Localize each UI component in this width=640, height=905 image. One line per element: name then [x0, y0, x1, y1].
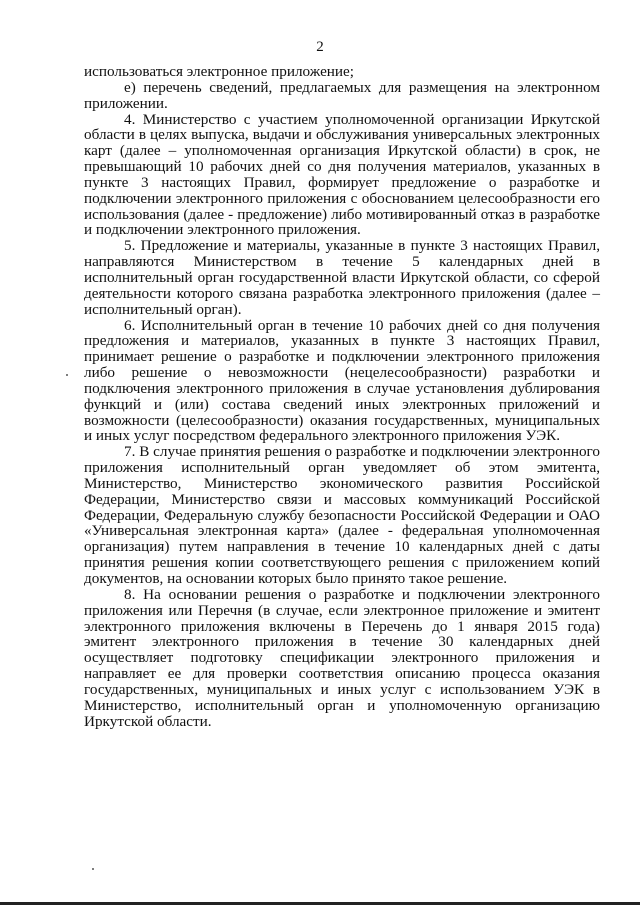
paragraph-5: 5. Предложение и материалы, указанные в пункте 3 настоящих Правил, направляются Министерством в течение 5 календарных дней в исполнительный орган государственной власти Иркутской области, со сферой деятельности которого связана разработка электронного приложения (далее – исполнительный орган).	[84, 237, 600, 318]
paragraph-item-e: е) перечень сведений, предлагаемых для размещения на электронном приложении.	[84, 78, 600, 112]
paragraph-continuation: использоваться электронное приложение;	[84, 63, 355, 80]
paragraph-7: 7. В случае принятия решения о разработке и подключении электронного приложения исполнительный орган уведомляет об этом эмитента, Министерство, Министерство экономического развития Российской Федерации, Министерство связи и массовых коммуникаций Российской Федерации, Федеральную службу безопасности Российской Федерации и ОАО «Универсальная электронная карта» (далее - федеральная уполномоченная организация) путем направления в течение 10 календарных дней с даты принятия решения копии соответствующего решения с приложением копий документов, на основании которых было принято такое решение.	[84, 443, 600, 587]
paragraph-8: 8. На основании решения о разработке и подключении электронного приложения или Перечня (в случае, если электронное приложение и эмитент электронного приложения включены в Перечень до 1 января 2015 года) эмитент электронного приложения в течение 30 календарных дней осуществляет подготовку спецификации электронного приложения и направляет ее для проверки соответствия описанию процесса оказания государственных, муниципальных и иных услуг с использованием УЭК в Министерство, исполнительный орган и уполномоченную организацию Иркутской области.	[84, 585, 600, 730]
scan-speck	[92, 868, 94, 870]
page-number: 2	[316, 39, 324, 55]
scan-speck	[66, 374, 68, 376]
paragraph-4: 4. Министерство с участием уполномоченной организации Иркутской области в целях выпуска, выдачи и обслуживания универсальных электронных карт (далее – уполномоченная организация Иркутской области) в срок, не превышающий 10 рабочих дней со дня получения материалов, указанных в пункте 3 настоящих Правил, формирует предложение о разработке и подключении электронного приложения с обоснованием целесообразности его использования (далее - предложение) либо мотивированный отказ в разработке и подключении электронного приложения.	[84, 110, 600, 239]
paragraph-6: 6. Исполнительный орган в течение 10 рабочих дней со дня получения предложения и материалов, указанных в пункте 3 настоящих Правил, принимает решение о разработке и подключении электронного приложения либо решение о невозможности (нецелесообразности) разработки и подключения электронного приложения в случае установления дублирования функций и (или) состава сведений иных электронных приложений и возможности (целесообразности) оказания государственных, муниципальных и иных услуг посредством федерального электронного приложения УЭК.	[84, 316, 600, 445]
document-body	[84, 64, 600, 729]
